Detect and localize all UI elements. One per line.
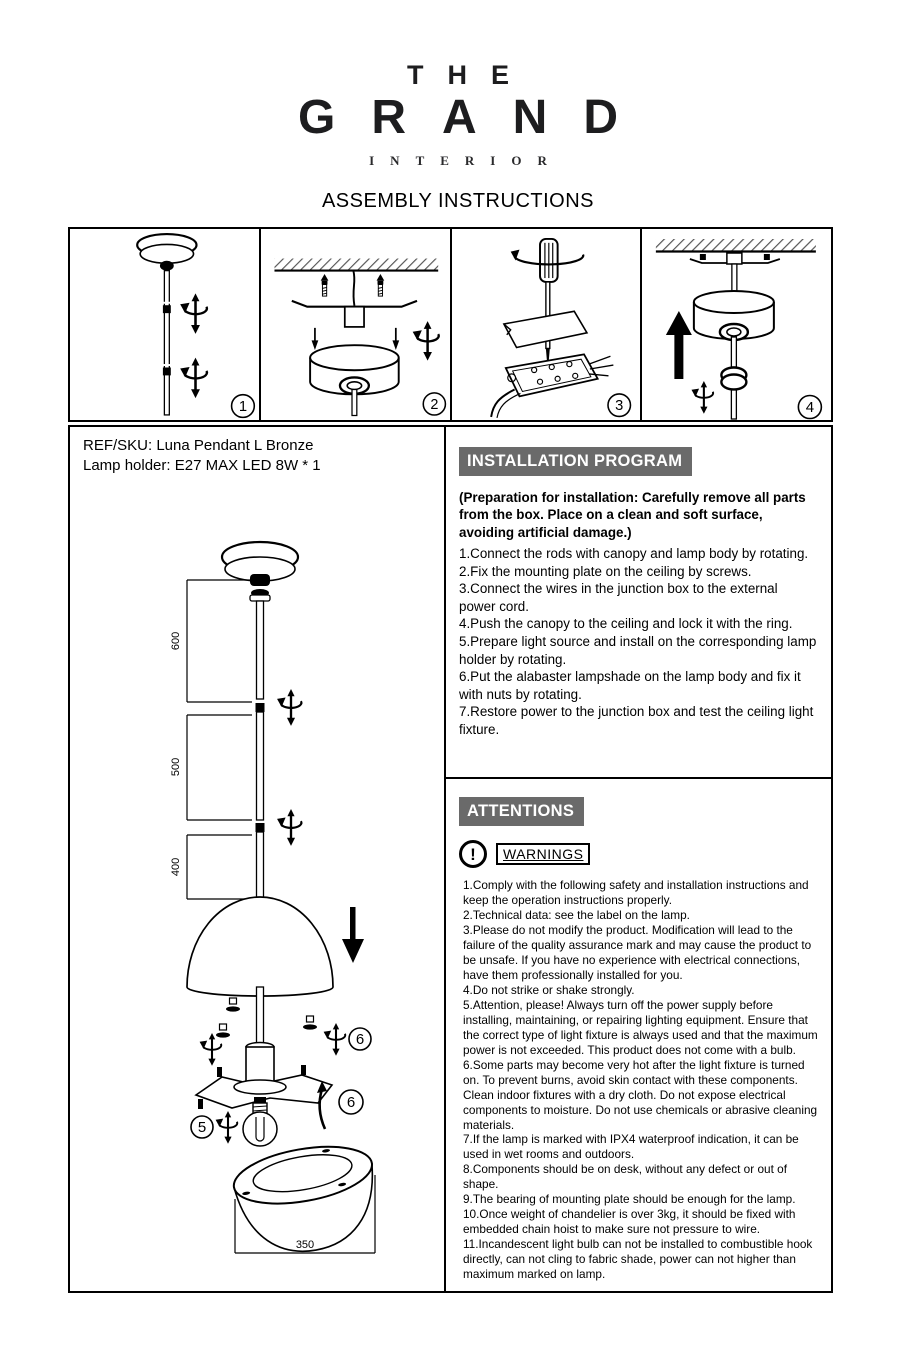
step-panel-1 <box>70 229 261 420</box>
step-number-badge <box>799 396 822 419</box>
product-drawing-cell <box>70 427 446 1291</box>
svg-text:5: 5 <box>197 1119 207 1136</box>
install-step: 4.Push the canopy to the ceiling and lock it with the ring. <box>459 616 793 632</box>
ceiling-hatch <box>274 259 438 271</box>
svg-text:2: 2 <box>430 396 439 413</box>
power-cord <box>491 390 514 417</box>
svg-text:4: 4 <box>805 399 815 416</box>
warning-item: 7.If the lamp is marked with IPX4 waterproof indication, it can be used in wet rooms and outdoors. <box>463 1132 799 1162</box>
screw-icon <box>376 274 384 296</box>
page-title: ASSEMBLY INSTRUCTIONS <box>321 190 595 212</box>
rotate-icon <box>200 1033 222 1066</box>
brand-word-interior: INTERIOR <box>369 153 563 168</box>
content-grid <box>68 425 833 1293</box>
warning-item: 3.Please do not modify the product. Modification will lead to the failure of the quality assurance mark and may cause the product to be unsafe. If you have no experience with electrical connections, have them professionally installed for you. <box>463 922 812 982</box>
step-panel-3 <box>452 229 643 420</box>
warning-item: 10.Once weight of chandelier is over 3kg, it should be fixed with embedded chain hoist to make sure not pressure to wire. <box>463 1207 796 1237</box>
pendant-lamp-technical-drawing <box>70 427 453 1291</box>
warnings-list <box>459 878 819 1282</box>
install-step: 3.Connect the wires in the junction box to the external power cord. <box>459 581 778 614</box>
svg-text:6: 6 <box>355 1031 365 1048</box>
step-diagrams-row <box>68 227 833 422</box>
installation-section <box>446 427 831 777</box>
canopy-lock-diagram <box>642 229 831 420</box>
rotate-icon <box>277 809 301 846</box>
warning-item: 5.Attention, please! Always turn off the power supply before installing, maintaining, or repairing lighting equipment. Ensure that the correct type of light fixture is always used and that the maximum power is not exceeded. This product does not come with a bulb. <box>463 997 818 1057</box>
warning-item: 1.Comply with the following safety and installation instructions and keep the operation instructions properly. <box>463 878 809 907</box>
installation-steps <box>459 545 817 738</box>
dim-label-350: 350 <box>295 1239 315 1251</box>
product-lamp-holder: Lamp holder: E27 MAX LED 8W * 1 <box>83 457 321 475</box>
svg-text:6: 6 <box>346 1094 356 1111</box>
install-step: 7.Restore power to the junction box and test the ceiling light fixture. <box>459 704 814 737</box>
mounting-plate-diagram <box>261 229 450 420</box>
installation-header: INSTALLATION PROGRAM <box>459 447 692 476</box>
rotate-icon <box>180 293 207 334</box>
attentions-header: ATTENTIONS <box>459 797 584 826</box>
dim-label-400: 400 <box>170 857 182 877</box>
rotate-icon <box>277 689 301 726</box>
rotate-icon <box>692 381 714 414</box>
product-ref: REF/SKU: Luna Pendant L Bronze <box>83 437 314 454</box>
box-lid <box>503 311 586 347</box>
step-panel-4 <box>642 229 831 420</box>
nut-icon <box>216 1024 230 1038</box>
exclamation-circle-icon: ! <box>459 840 487 868</box>
step-number-badge <box>423 393 445 415</box>
nut-icon <box>303 1016 317 1030</box>
dim-label-600: 600 <box>170 631 182 651</box>
rotate-icon <box>216 1111 238 1144</box>
callout-5-badge <box>191 1116 213 1138</box>
brand-word-grand: GRAND <box>298 91 654 144</box>
dim-label-500: 500 <box>170 757 182 777</box>
instructions-cell <box>446 427 831 1291</box>
step-number-badge <box>232 395 255 418</box>
junction-box <box>505 354 597 396</box>
up-arrow <box>666 311 692 335</box>
step-panel-2 <box>261 229 452 420</box>
install-step: 1.Connect the rods with canopy and lamp body by rotating. <box>459 546 809 562</box>
warning-item: 4.Do not strike or shake strongly. <box>463 982 635 997</box>
ceiling-hatch <box>656 239 816 251</box>
nut-icon <box>226 998 240 1012</box>
dome-shade <box>187 897 333 996</box>
svg-text:3: 3 <box>614 398 623 415</box>
warnings-label: WARNINGS <box>496 843 590 865</box>
install-step: 6.Put the alabaster lampshade on the lamp body and fix it with nuts by rotating. <box>459 669 801 702</box>
step-number-badge <box>607 394 629 416</box>
rod-assembly-diagram <box>70 229 259 420</box>
preparation-note: (Preparation for installation: Carefully remove all parts from the box. Place on a clean and soft surface, avoiding artificial damage.) <box>459 490 806 540</box>
junction-box-diagram <box>452 229 641 420</box>
rotate-icon <box>180 358 207 399</box>
warning-item: 9.The bearing of mounting plate should be enough for the lamp. <box>463 1192 796 1207</box>
callout-6-badge <box>349 1028 371 1050</box>
callout-6-badge <box>339 1090 363 1114</box>
rotate-icon <box>324 1023 346 1056</box>
install-step: 5.Prepare light source and install on the corresponding lamp holder by rotating. <box>459 634 817 667</box>
warning-item: 2.Technical data: see the label on the lamp. <box>463 907 690 922</box>
attentions-section <box>446 777 831 1291</box>
down-arrow <box>342 939 364 963</box>
warning-item: 8.Components should be on desk, without any defect or out of shape. <box>463 1162 787 1192</box>
warning-item: 11.Incandescent light bulb can not be installed to combustible hook directly, can not cling to fabric shade, power can not higher than maximum marked on lamp. <box>463 1237 813 1282</box>
warnings-row <box>459 840 819 868</box>
brand-word-the: THE <box>407 60 533 90</box>
svg-text:1: 1 <box>238 398 248 415</box>
screw-icon <box>320 274 328 296</box>
rotate-icon <box>412 321 438 360</box>
install-step: 2.Fix the mounting plate on the ceiling by screws. <box>459 563 752 579</box>
warning-item: 6.Some parts may become very hot after the light fixture is turned on. To prevent burns, avoid skin contact with these components. Clean indoor fixtures with a dry cloth. Do not expose electrical components to moisture. Do not use chemicals or abrasive cleaning materials. <box>463 1057 818 1132</box>
